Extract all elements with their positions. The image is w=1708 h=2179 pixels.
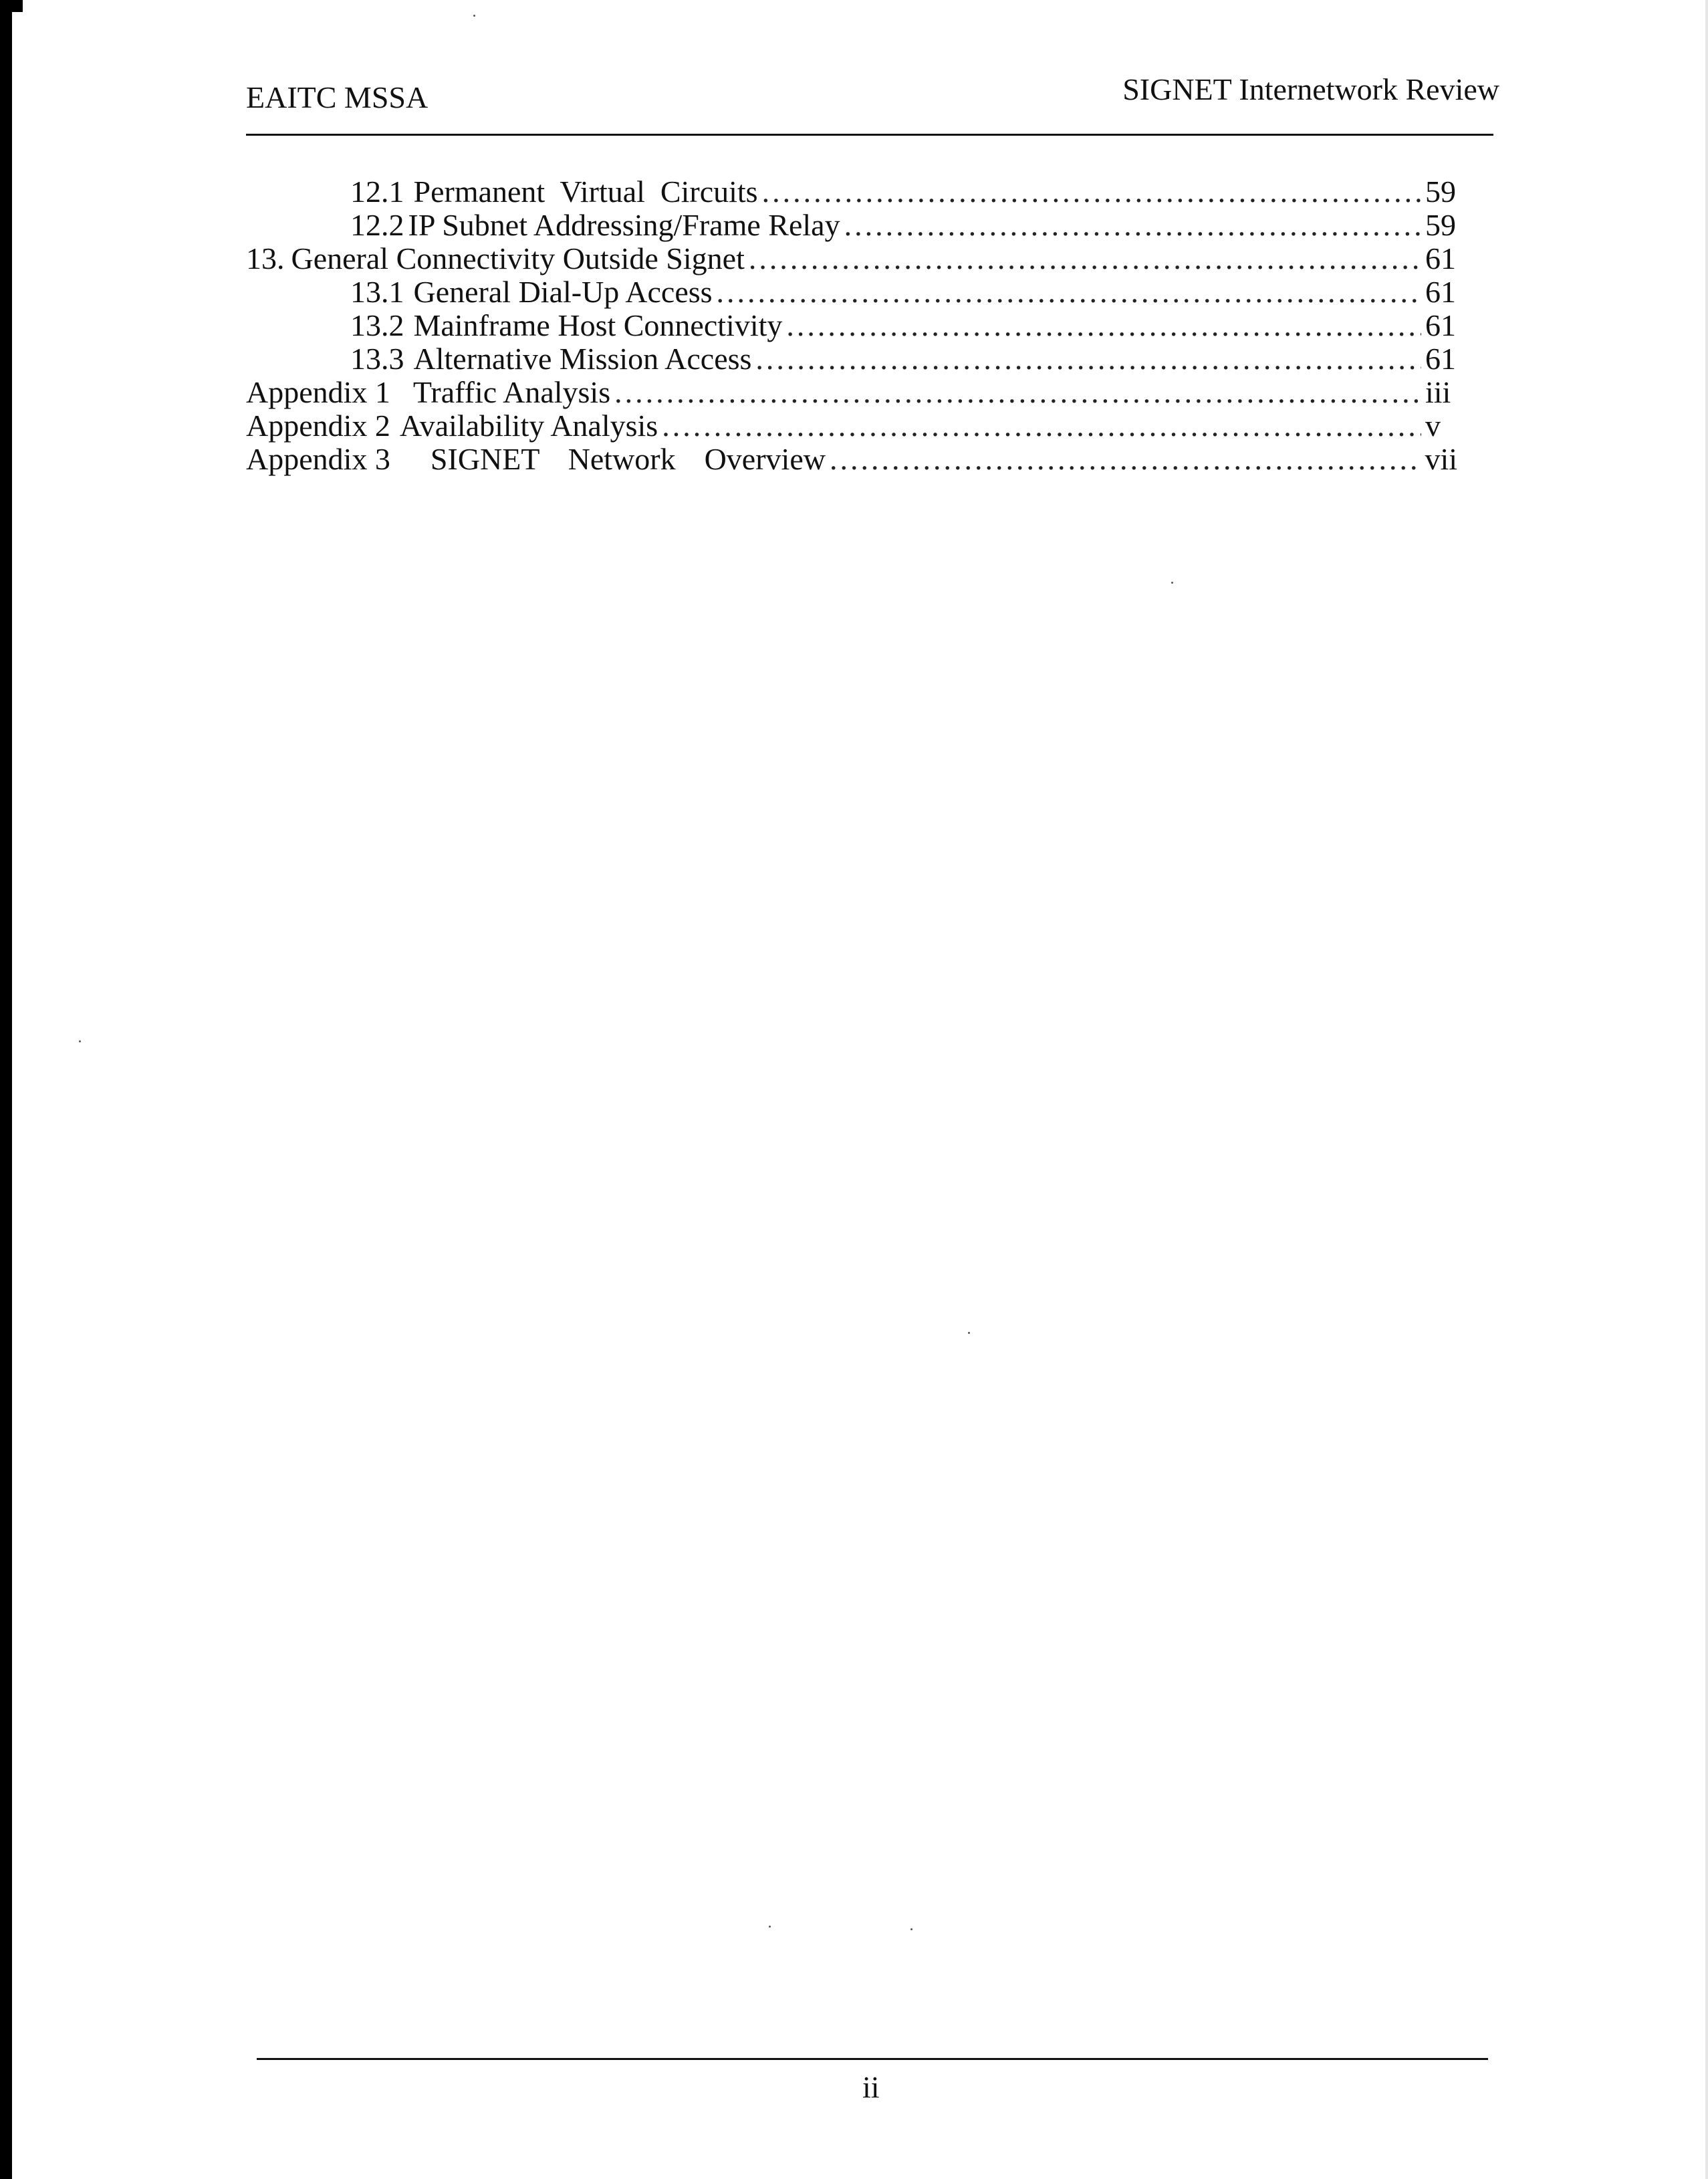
scan-binding-edge xyxy=(0,0,12,2179)
dot-leader xyxy=(786,309,1421,342)
scan-binding-tab xyxy=(0,0,23,12)
toc-entry-title: Mainframe Host Connectivity xyxy=(413,308,783,342)
toc-entry-title: IP Subnet Addressing/Frame Relay xyxy=(408,208,840,242)
toc-entry-label xyxy=(350,309,782,342)
toc-entry-label xyxy=(246,443,826,476)
scan-right-edge xyxy=(1705,0,1708,2179)
toc-entry-number: 13. xyxy=(246,241,285,275)
toc-entry-label xyxy=(350,275,713,309)
toc-entry xyxy=(246,443,1457,476)
dot-leader xyxy=(614,376,1421,409)
toc-entry-number: Appendix 2 xyxy=(246,409,390,443)
toc-entry-number: 13.2 xyxy=(350,308,404,342)
toc-entry-title: Availability Analysis xyxy=(399,409,658,443)
toc-entry xyxy=(246,342,1457,376)
toc-entry-title: Permanent Virtual Circuits xyxy=(413,175,758,209)
running-header-left: EAITC MSSA xyxy=(246,80,429,114)
toc-entry-title: General Connectivity Outside Signet xyxy=(291,241,745,275)
dot-leader xyxy=(844,209,1421,242)
toc-entry-page: 61 xyxy=(1425,342,1456,376)
toc-entry-page: vii xyxy=(1425,442,1457,476)
toc-entry-number: 12.1 xyxy=(350,175,404,209)
scan-speck xyxy=(473,15,475,17)
toc-entry-page: 61 xyxy=(1425,308,1456,342)
scan-speck xyxy=(769,1926,771,1928)
toc-entry xyxy=(246,309,1457,342)
dot-leader xyxy=(662,409,1421,443)
scan-speck xyxy=(79,1040,81,1042)
page-number: ii xyxy=(862,2070,880,2104)
toc-entry xyxy=(246,409,1457,443)
toc-entry-number: 13.1 xyxy=(350,275,404,309)
footer-divider xyxy=(257,2058,1488,2060)
toc-entry xyxy=(246,376,1457,409)
toc-entry-label xyxy=(350,209,840,242)
toc-entry-title: Traffic Analysis xyxy=(412,375,611,409)
toc-entry-label xyxy=(246,242,745,275)
toc-entry-number: Appendix 1 xyxy=(246,375,390,409)
dot-leader xyxy=(749,242,1421,275)
dot-leader xyxy=(755,342,1421,376)
toc-entry-page: 61 xyxy=(1425,241,1456,275)
dot-leader xyxy=(717,275,1421,309)
running-header-right: SIGNET Internetwork Review xyxy=(1122,72,1499,106)
table-of-contents xyxy=(246,175,1457,476)
toc-entry-label xyxy=(246,376,610,409)
toc-entry-number: Appendix 3 xyxy=(246,442,390,476)
dot-leader xyxy=(762,175,1421,209)
toc-entry-page: 59 xyxy=(1425,175,1456,209)
toc-entry-label xyxy=(350,175,758,209)
toc-entry-title: Alternative Mission Access xyxy=(413,342,752,376)
header-divider xyxy=(246,134,1493,136)
toc-entry-page: 59 xyxy=(1425,208,1456,242)
toc-entry xyxy=(246,175,1457,209)
toc-entry-number: 12.2 xyxy=(350,208,404,242)
toc-entry xyxy=(246,275,1457,309)
toc-entry-page: v xyxy=(1425,409,1441,443)
toc-entry-label xyxy=(246,409,658,443)
scan-speck xyxy=(1171,582,1173,584)
toc-entry xyxy=(246,209,1457,242)
toc-entry-page: iii xyxy=(1425,375,1451,409)
toc-entry-number: 13.3 xyxy=(350,342,404,376)
toc-entry-label xyxy=(350,342,751,376)
scan-speck xyxy=(968,1332,970,1334)
toc-entry-title: General Dial-Up Access xyxy=(413,275,713,309)
toc-entry-title: SIGNET Network Overview xyxy=(430,442,826,476)
toc-entry-page: 61 xyxy=(1425,275,1456,309)
dot-leader xyxy=(830,443,1421,476)
toc-entry xyxy=(246,242,1457,275)
scan-speck xyxy=(910,1928,912,1930)
